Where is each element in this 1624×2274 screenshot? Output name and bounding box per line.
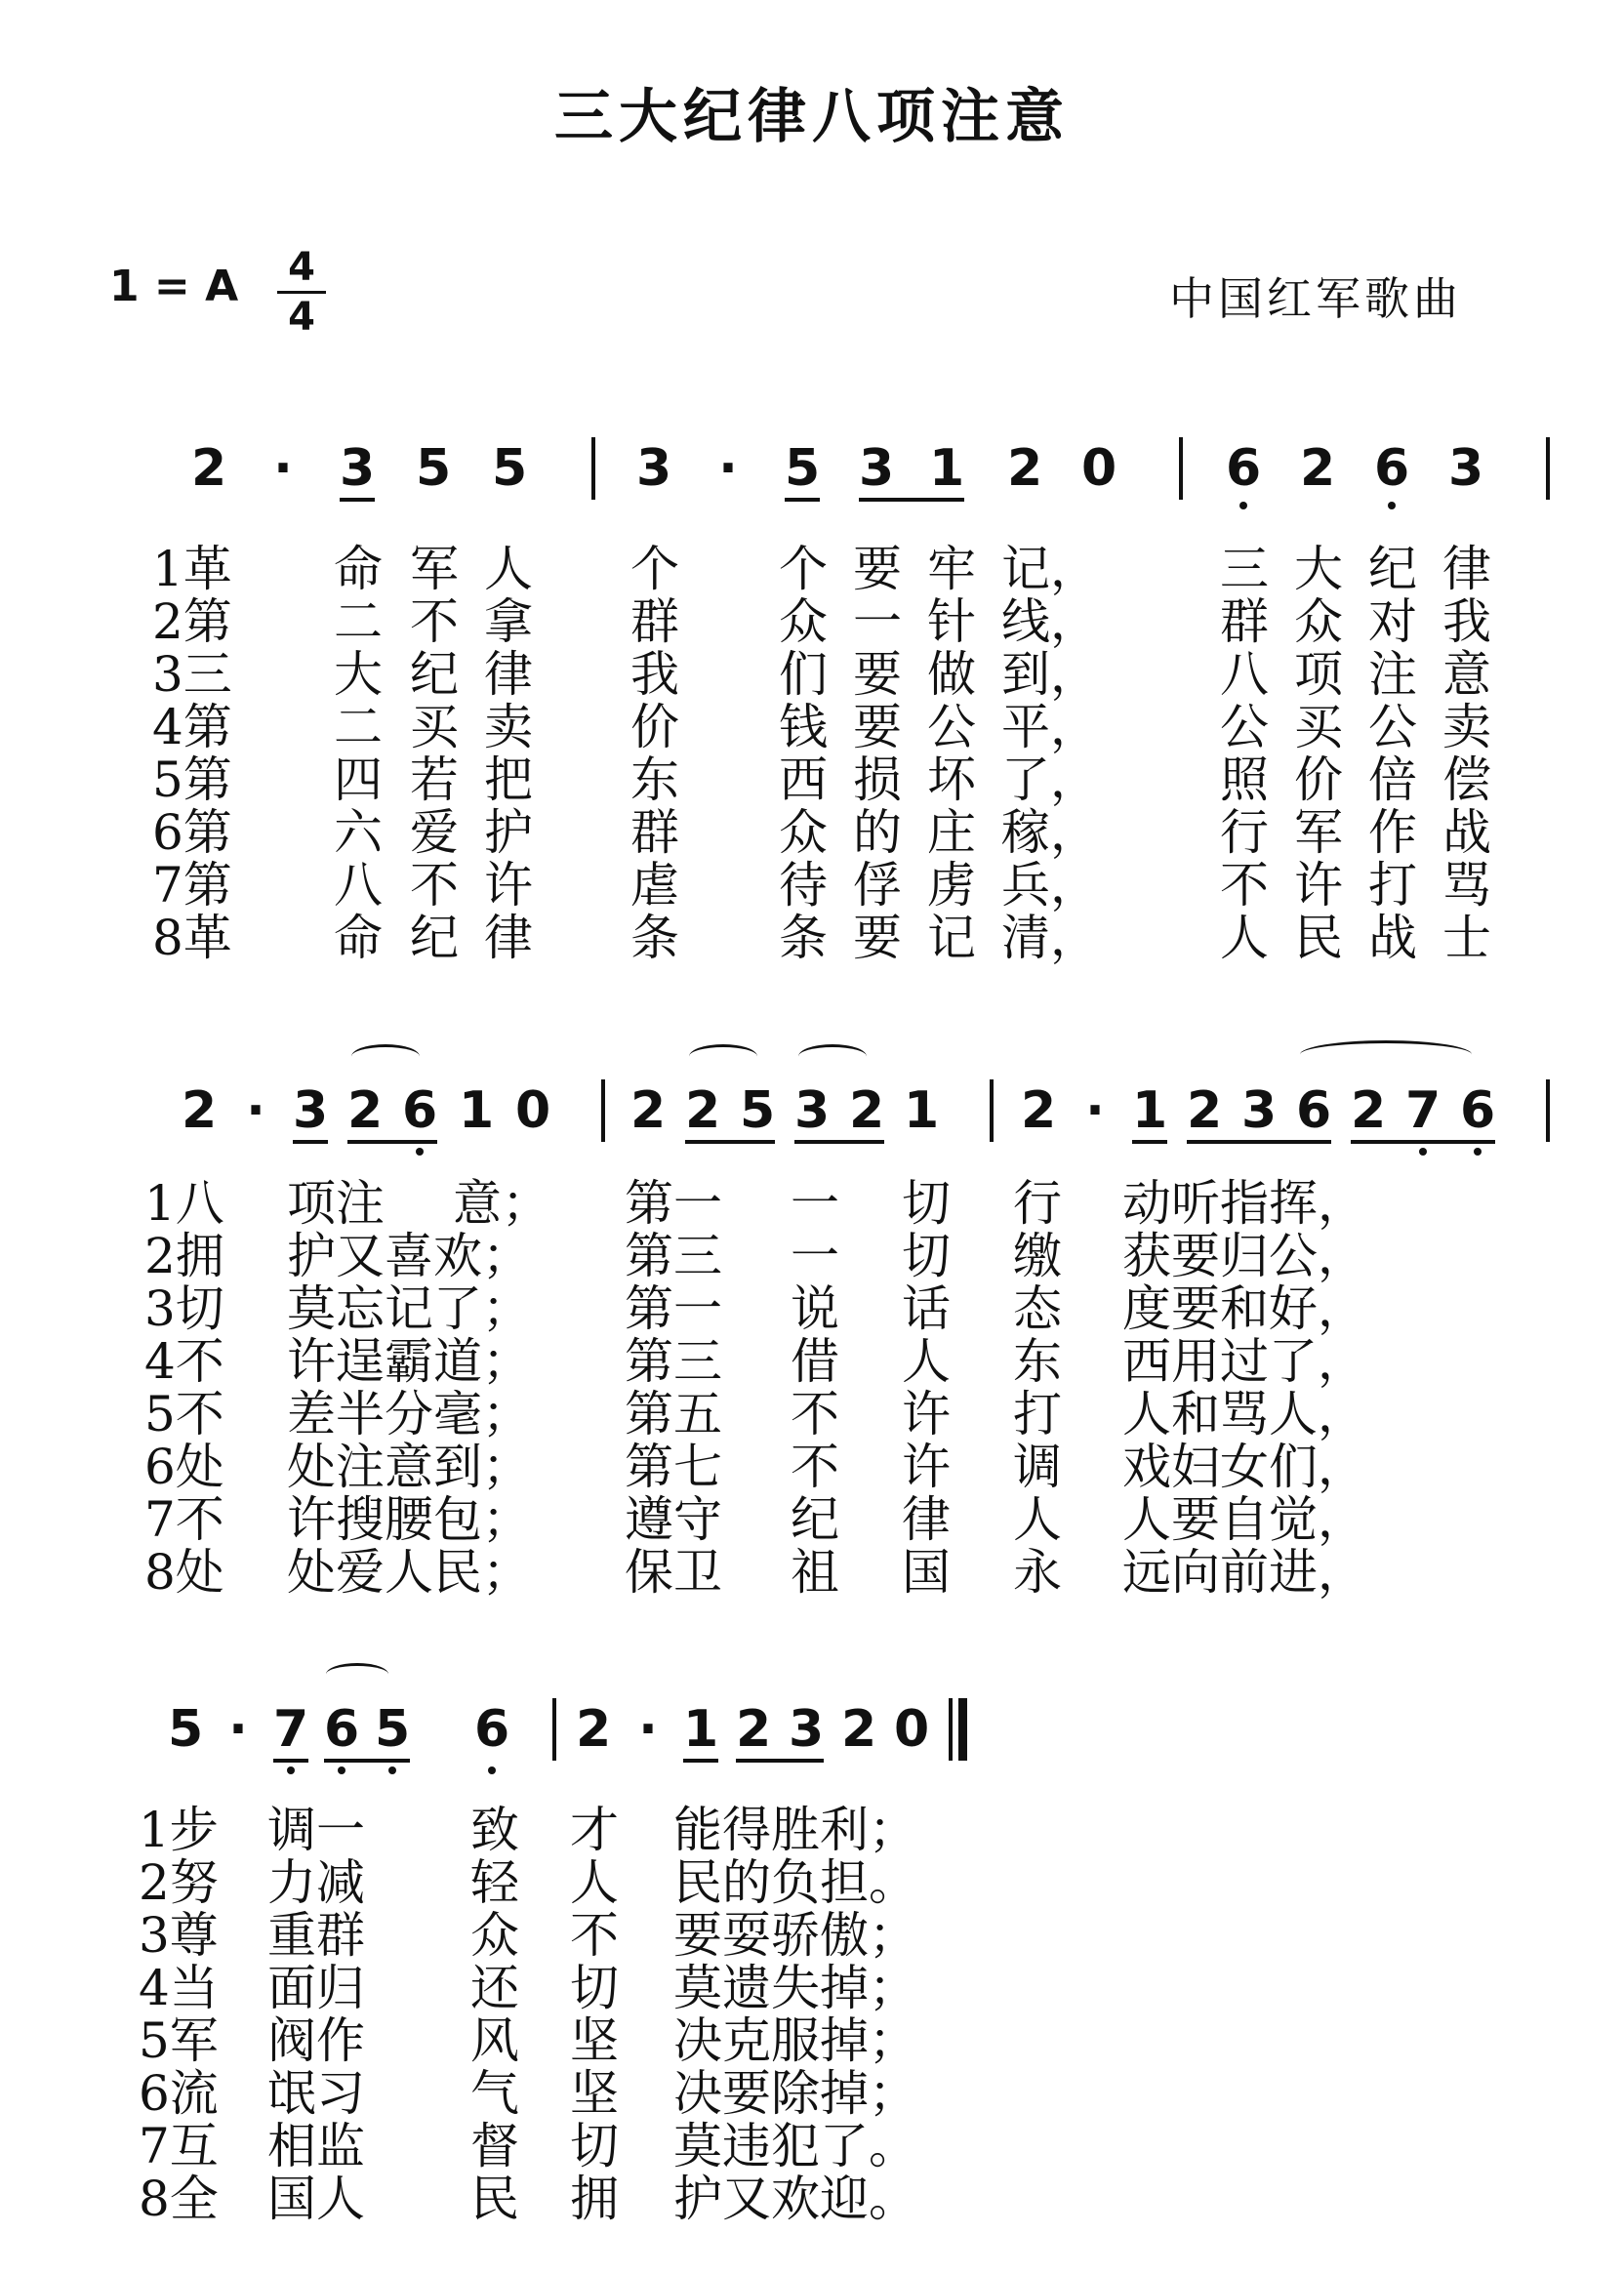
lyric-cell: 才 [570,1802,619,1858]
note-dot: · [273,439,293,498]
note: 3 [1241,1081,1278,1140]
lyric-cell: 纪 [410,910,459,966]
lyric-cell: 众 [470,1907,519,1964]
lyric-cell: 许 [484,857,533,914]
lyric-cell: 纪 [410,646,459,703]
note: 1 [929,439,965,498]
lyric-cell: 八 [334,857,383,914]
note: 2 [849,1081,885,1140]
note: 3 [1448,439,1484,498]
lyric-cell: 第一 [625,1175,722,1232]
lyric-cell: 们 [779,646,828,703]
lyric-cell: 钱 [779,699,828,755]
lyric-cell: 公 [927,699,976,755]
lyric-cell: 差半分毫； [287,1386,531,1442]
lyric-cell: 遵守 [625,1491,722,1548]
lyric-cell: 待 [779,857,828,914]
lyric-cell: 项 [1294,646,1343,703]
lyric-cell: 还 [470,1960,519,2016]
lyric-cell: 人和骂人， [1122,1386,1366,1442]
lyric-cell: 要耍骄傲； [673,1907,917,1964]
underline [324,1759,410,1763]
lyric-cell: 切 [570,2118,619,2174]
lyric-cell: 1革 [152,541,232,597]
lyric-cell: 要 [853,699,902,755]
lyric-cell: 买 [410,699,459,755]
lyric-cell: 要 [853,541,902,597]
note: 1 [1132,1081,1168,1140]
lyric-cell: 能得胜利； [673,1802,917,1858]
note: 6 [474,1700,510,1759]
lyric-cell: 借 [791,1333,839,1390]
lyric-cell: 兵， [1001,857,1099,914]
lyric-cell: 4当 [139,1960,219,2016]
note-dot: · [718,439,738,498]
lyric-cell: 线， [1001,593,1099,650]
lyric-cell: 切 [902,1228,951,1284]
lyric-cell: 保卫 [625,1544,722,1601]
lyric-cell: 不 [1220,857,1269,914]
lyric-line [0,2067,1624,2120]
lyric-cell: 不 [410,593,459,650]
lyric-cell: 牢 [927,541,976,597]
note: 2 [736,1700,772,1759]
lyric-cell: 许 [902,1386,951,1442]
lyric-cell: 4第 [152,699,232,755]
lyric-cell: 5不 [144,1386,224,1442]
lyric-cell: 远向前进， [1122,1544,1366,1601]
lyric-cell: 四 [334,751,383,808]
lyric-cell: 8革 [152,910,232,966]
lyric-cell: 人 [1220,910,1269,966]
lyric-cell: 的 [853,804,902,861]
lyric-cell: 许逞霸道； [287,1333,531,1390]
lyric-cell: 8全 [139,2171,219,2227]
lyric-cell: 许搜腰包； [287,1491,531,1548]
lyric-cell: 轻 [470,1854,519,1911]
lyric-cell: 打 [1013,1386,1062,1442]
lyric-cell: 不 [791,1439,839,1495]
lyric-cell: 1步 [139,1802,219,1858]
lyric-cell: 照 [1220,751,1269,808]
lyric-cell: 处注意到； [287,1439,531,1495]
lyric-cell: 打 [1368,857,1417,914]
lyric-cell: 6第 [152,804,232,861]
note: 3 [340,439,376,498]
lyric-cell: 东 [630,751,679,808]
lyric-cell: 2拥 [144,1228,224,1284]
note: 2 [576,1700,612,1759]
note: 5 [740,1081,776,1140]
note-dot: · [638,1700,658,1759]
note: 6 [1374,439,1410,498]
lyric-cell: 面归 [267,1960,365,2016]
lyric-cell: 4不 [144,1333,224,1390]
lyric-line [0,2120,1624,2172]
lyric-cell: 话 [902,1280,951,1337]
lyric-cell: 3切 [144,1280,224,1337]
lyric-cell: 军 [410,541,459,597]
lyric-cell: 要 [853,910,902,966]
note: 5 [416,439,452,498]
lyric-cell: 行 [1220,804,1269,861]
lyric-cell: 律 [484,910,533,966]
time-signature-top: 4 [288,245,315,290]
lyric-cell: 稼， [1001,804,1099,861]
note: 3 [794,1081,831,1140]
underline [273,1759,308,1763]
note: 7 [273,1700,309,1759]
lyric-cell: 戏妇女们， [1122,1439,1366,1495]
lyric-cell: 人 [484,541,533,597]
lyric-cell: 不 [410,857,459,914]
lyric-cell: 纪 [1368,541,1417,597]
note: 0 [515,1081,551,1140]
lyric-cell: 我 [630,646,679,703]
lyric-cell: 众 [779,804,828,861]
lyric-cell: 7互 [139,2118,219,2174]
lyric-cell: 拿 [484,593,533,650]
note: 6 [324,1700,360,1759]
lyric-cell: 动听指挥， [1122,1175,1366,1232]
lyric-cell: 价 [630,699,679,755]
lyric-cell: 记， [1001,541,1099,597]
lyric-cell: 大 [1294,541,1343,597]
lyric-cell: 众 [1294,593,1343,650]
lyric-cell: 风 [470,2012,519,2069]
lyric-cell: 把 [484,751,533,808]
final-barline-thick [958,1698,967,1761]
lyric-cell: 坚 [570,2065,619,2122]
lyric-cell: 2第 [152,593,232,650]
lyric-cell: 到， [1001,646,1099,703]
lyric-cell: 卖 [1442,699,1491,755]
lyric-cell: 护又喜欢； [287,1228,531,1284]
lyric-cell: 第三 [625,1333,722,1390]
lyric-cell: 说 [791,1280,839,1337]
note: 6 [402,1081,438,1140]
lyric-cell: 坏 [927,751,976,808]
note: 3 [636,439,672,498]
lower-octave-dot [388,1766,396,1774]
lyric-cell: 坚 [570,2012,619,2069]
lyric-cell: 俘 [853,857,902,914]
lyric-cell: 西用过了， [1122,1333,1366,1390]
lyric-cell: 我 [1442,593,1491,650]
lyric-cell: 不 [570,1907,619,1964]
note: 3 [859,439,895,498]
note: 2 [1187,1081,1223,1140]
lyric-cell: 群 [1220,593,1269,650]
lyric-cell: 永 [1013,1544,1062,1601]
lyric-cell: 第五 [625,1386,722,1442]
lyric-line [0,1856,1624,1909]
underline [736,1759,824,1763]
lyric-cell: 相监 [267,2118,365,2174]
lyric-cell: 庄 [927,804,976,861]
lyric-cell: 莫违犯了。 [673,2118,917,2174]
final-barline-thin [949,1698,953,1761]
lyric-cell: 度要和好， [1122,1280,1366,1337]
note: 6 [1296,1081,1332,1140]
lyric-line [0,2014,1624,2067]
lyric-cell: 律 [902,1491,951,1548]
composer-credit: 中国红军歌曲 [1169,272,1462,325]
lyric-cell: 作 [1368,804,1417,861]
lyric-cell: 卖 [484,699,533,755]
lyric-cell: 气 [470,2065,519,2122]
lyric-cell: 3三 [152,646,232,703]
lyric-cell: 决克服掉； [673,2012,917,2069]
lyric-cell: 处爱人民； [287,1544,531,1601]
key-signature: 1 = A [109,262,239,311]
lyric-cell: 大 [334,646,383,703]
lyric-cell: 律 [1442,541,1491,597]
lyric-cell: 骂 [1442,857,1491,914]
lower-octave-dot [287,1766,295,1774]
lyric-cell: 莫忘记了； [287,1280,531,1337]
lyric-cell: 注 [1368,646,1417,703]
lyric-cell: 众 [779,593,828,650]
note: 2 [347,1081,384,1140]
lyric-cell: 价 [1294,751,1343,808]
note: 6 [1460,1081,1496,1140]
lower-octave-dot [488,1766,496,1774]
lyric-cell: 决要除掉； [673,2065,917,2122]
lyric-cell: 记 [927,910,976,966]
lyric-cell: 调 [1013,1439,1062,1495]
lyric-cell: 切 [570,1960,619,2016]
note-dot: · [228,1700,248,1759]
lyric-cell: 5军 [139,2012,219,2069]
barline [552,1698,556,1761]
lyric-line [0,1804,1624,1856]
lyric-cell: 不 [791,1386,839,1442]
lyric-line [0,2172,1624,2225]
lyric-cell: 二 [334,699,383,755]
lyric-cell: 人 [902,1333,951,1390]
note: 7 [1405,1081,1441,1140]
note: 2 [841,1700,877,1759]
lyric-cell: 莫遗失掉； [673,1960,917,2016]
lyric-cell: 人 [570,1854,619,1911]
lyric-cell: 行 [1013,1175,1062,1232]
lyric-cell: 人 [1013,1491,1062,1548]
lower-octave-dot [338,1766,345,1774]
lyric-cell: 倍 [1368,751,1417,808]
note: 2 [1300,439,1336,498]
lyric-cell: 重群 [267,1907,365,1964]
lyric-cell: 六 [334,804,383,861]
lyric-cell: 2努 [139,1854,219,1911]
lyric-cell: 意； [453,1175,550,1232]
lyric-cell: 8处 [144,1544,224,1601]
lyric-cell: 6流 [139,2065,219,2122]
lyric-line [0,1909,1624,1962]
lyric-cell: 偿 [1442,751,1491,808]
lyric-cell: 群 [630,804,679,861]
note-dot: · [1085,1081,1105,1140]
lyric-cell: 护又欢迎。 [673,2171,917,2227]
note: 5 [492,439,528,498]
note: 2 [685,1081,721,1140]
lyric-cell: 态 [1013,1280,1062,1337]
lyric-cell: 项注 [287,1175,385,1232]
note: 2 [630,1081,667,1140]
lyric-cell: 命 [334,910,383,966]
note: 1 [904,1081,940,1140]
lyric-line [0,1962,1624,2014]
lyric-cell: 东 [1013,1333,1062,1390]
lyric-cell: 清， [1001,910,1099,966]
lyric-cell: 许 [1294,857,1343,914]
note: 2 [182,1081,218,1140]
note-dot: · [246,1081,265,1140]
lyric-cell: 许 [902,1439,951,1495]
lyric-cell: 损 [853,751,902,808]
lyric-cell: 三 [1220,541,1269,597]
lyric-cell: 了， [1001,751,1099,808]
note: 0 [1081,439,1117,498]
lyric-cell: 护 [484,804,533,861]
note: 5 [375,1700,411,1759]
lyric-cell: 对 [1368,593,1417,650]
lyric-cell: 个 [779,541,828,597]
note: 3 [293,1081,329,1140]
lyric-cell: 战 [1442,804,1491,861]
lyric-cell: 阀作 [267,2012,365,2069]
lyric-cell: 买 [1294,699,1343,755]
note: 5 [785,439,821,498]
lyric-cell: 命 [334,541,383,597]
lyric-cell: 第七 [625,1439,722,1495]
lyric-cell: 氓习 [267,2065,365,2122]
lyric-cell: 7第 [152,857,232,914]
note: 0 [894,1700,930,1759]
lyric-cell: 公 [1368,699,1417,755]
lyric-cell: 平， [1001,699,1099,755]
time-signature-bottom: 4 [288,295,315,340]
note: 2 [1351,1081,1387,1140]
lyric-cell: 调一 [267,1802,365,1858]
lyric-cell: 意 [1442,646,1491,703]
note: 2 [1021,1081,1057,1140]
note: 1 [683,1700,719,1759]
lyric-cell: 战 [1368,910,1417,966]
lyric-cell: 做 [927,646,976,703]
lyric-cell: 一 [791,1175,839,1232]
lyric-cell: 八 [1220,646,1269,703]
note: 5 [168,1700,204,1759]
lyric-cell: 督 [470,2118,519,2174]
note: 3 [789,1700,825,1759]
lyric-cell: 虏 [927,857,976,914]
lyric-cell: 人要自觉， [1122,1491,1366,1548]
lyric-cell: 第一 [625,1280,722,1337]
lyric-cell: 纪 [791,1491,839,1548]
lyric-cell: 祖 [791,1544,839,1601]
lyric-cell: 力减 [267,1854,365,1911]
lyric-cell: 爱 [410,804,459,861]
lyric-cell: 士 [1442,910,1491,966]
lyric-cell: 军 [1294,804,1343,861]
lyric-cell: 律 [484,646,533,703]
song-title: 三大纪律八项注意 [554,83,1070,151]
lyric-cell: 民 [470,2171,519,2227]
lyric-cell: 民 [1294,910,1343,966]
lyric-cell: 7不 [144,1491,224,1548]
lyric-cell: 拥 [570,2171,619,2227]
lyric-cell: 1八 [144,1175,224,1232]
note: 2 [191,439,227,498]
lyric-cell: 致 [470,1802,519,1858]
lyric-cell: 民的负担。 [673,1854,917,1911]
lyric-cell: 若 [410,751,459,808]
lyric-cell: 针 [927,593,976,650]
lyric-cell: 缴 [1013,1228,1062,1284]
lyric-cell: 个 [630,541,679,597]
lyric-cell: 国人 [267,2171,365,2227]
lyric-cell: 6处 [144,1439,224,1495]
lyric-cell: 一 [853,593,902,650]
lyric-cell: 国 [902,1544,951,1601]
lyric-cell: 3尊 [139,1907,219,1964]
lyric-cell: 群 [630,593,679,650]
lyric-cell: 第三 [625,1228,722,1284]
lyric-cell: 一 [791,1228,839,1284]
lyric-cell: 要 [853,646,902,703]
lyric-cell: 条 [630,910,679,966]
slur [326,1663,388,1685]
lyric-cell: 公 [1220,699,1269,755]
lyric-cell: 切 [902,1175,951,1232]
lyric-cell: 条 [779,910,828,966]
note: 1 [459,1081,495,1140]
note: 6 [1226,439,1262,498]
lyric-cell: 获要归公， [1122,1228,1366,1284]
lyric-cell: 西 [779,751,828,808]
lyrics-block-3 [0,1804,1624,2233]
lyric-cell: 5第 [152,751,232,808]
lyric-cell: 二 [334,593,383,650]
note: 2 [1007,439,1043,498]
underline [683,1759,718,1763]
lyric-cell: 虐 [630,857,679,914]
